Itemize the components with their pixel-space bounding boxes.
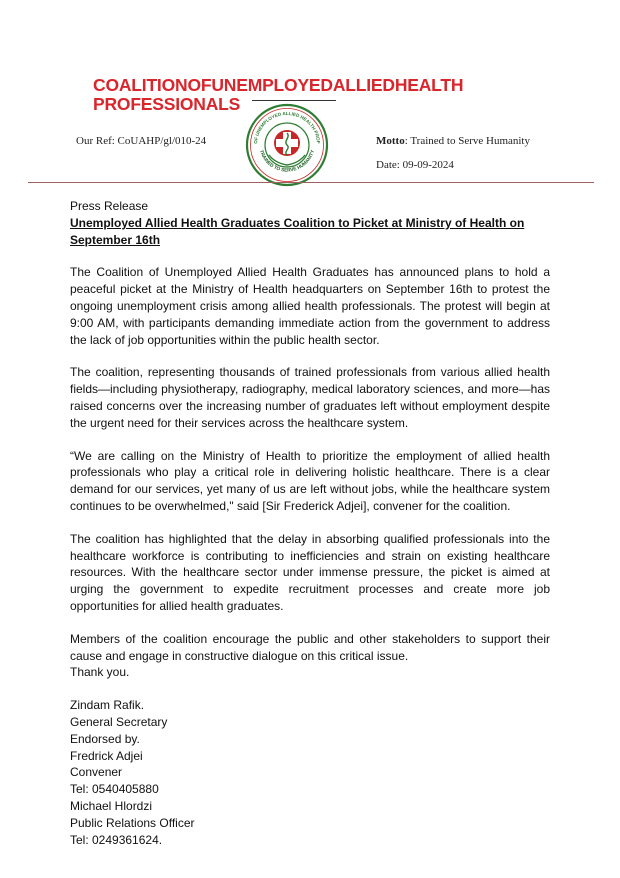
- paragraph-2: The coalition, representing thousands of trained professionals from various allied health fields—including physiotherapy, radiography, medical laboratory sciences, and more—has raised concerns over the increasing number of graduates left without employment despite the urgent need for their services across the healthcare system.: [70, 365, 550, 430]
- letter-date: Date: 09-09-2024: [376, 159, 454, 171]
- paragraph-4: The coalition has highlighted that the delay in absorbing qualified professionals into the healthcare workforce is contributing to inefficiencies and strain on existing healthcare resources. With the healthcare sector under immense pressure, the picket is aimed at urging the government to expedite recruitment processes and create more job opportunities for allied health graduates.: [70, 531, 550, 613]
- motto-label: Motto: [376, 135, 405, 147]
- motto: [376, 133, 576, 149]
- signatory-line: Fredrick Adjei: [70, 748, 143, 763]
- paragraph-3: “We are calling on the Ministry of Health to prioritize the employment of allied health professionals who play a critical role in delivering holistic healthcare. There is a clear demand for our services, yet many of us are left without jobs, while the healthcare system continues to be overwhelmed," said [Sir Frederick Adjei], convener for the coalition.: [70, 448, 550, 513]
- signatory-line: Tel: 0249361624.: [70, 832, 163, 847]
- press-release-headline: Unemployed Allied Health Graduates Coalition to Picket at Ministry of Health on September 16th: [70, 215, 525, 247]
- motto-text: : Trained to Serve Humanity: [404, 135, 530, 147]
- signatory-line: Convener: [70, 765, 123, 780]
- signatory-line: Tel: 0540405880: [70, 782, 159, 797]
- paragraph-5: Members of the coalition encourage the public and other stakeholders to support their cause and engage in constructive dialogue on this critical issue.: [70, 631, 550, 663]
- signatory-line: Michael Hlordzi: [70, 798, 153, 813]
- organization-name: COALITIONOFUNEMPLOYEDALLIEDHEALTH PROFESSIONALS: [93, 75, 464, 114]
- signatory-line: General Secretary: [70, 714, 168, 729]
- closing-thanks: Thank you.: [70, 665, 130, 680]
- press-release-body: [70, 198, 550, 848]
- header-divider: [28, 182, 594, 183]
- signature-block: [70, 697, 550, 848]
- document-type-label: Press Release: [70, 199, 149, 213]
- signatory-line: Endorsed by.: [70, 731, 140, 746]
- signatory-line: Zindam Rafik.: [70, 698, 145, 713]
- svg-text:COALITION OF UNEMPLOYED ALLIED: OF UNEMPLOYED ALLIED HEALTH PROF: [252, 110, 321, 144]
- coalition-seal-logo: [245, 103, 329, 187]
- svg-text:TRAINED TO SERVE HUMANITY: TRAINED TO SERVE HUMANITY: [257, 149, 317, 174]
- reference-number: Our Ref: CoUAHP/gl/010-24: [76, 135, 207, 147]
- paragraph-1: The Coalition of Unemployed Allied Health Graduates has announced plans to hold a peaceful picket at the Ministry of Health headquarters on September 16th to protest the ongoing unemployment crisis among allied health professionals. The protest will begin at 9:00 AM, with participants demanding immediate action from the government to address the lack of job opportunities within the public health sector.: [70, 265, 550, 347]
- letterhead-underline: [252, 100, 336, 101]
- signatory-line: Public Relations Officer: [70, 815, 195, 830]
